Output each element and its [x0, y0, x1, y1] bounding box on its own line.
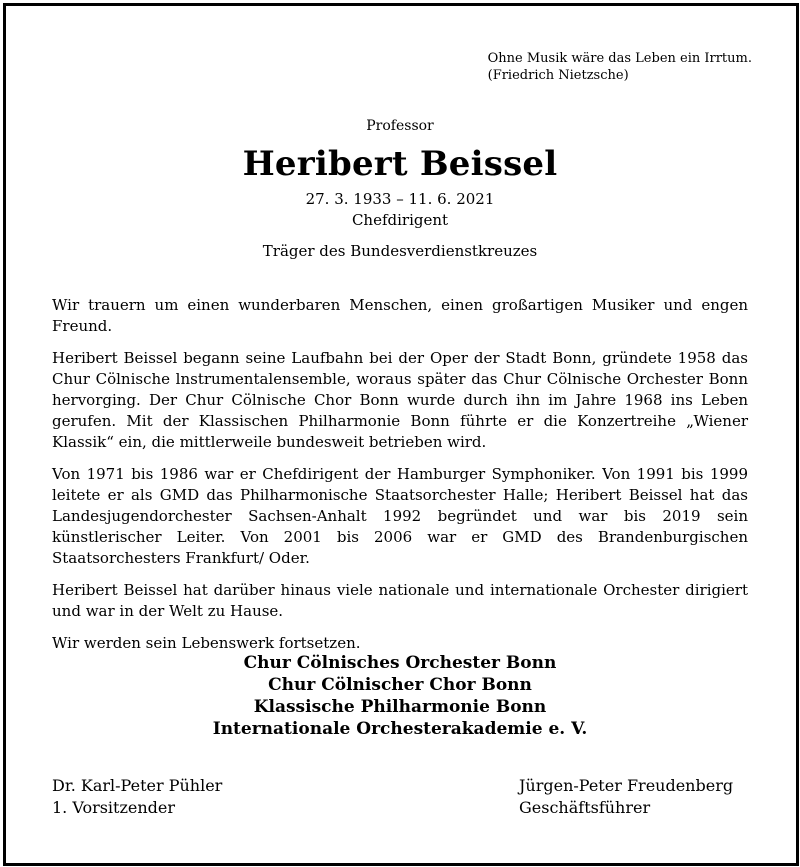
signatory-right [519, 775, 733, 819]
organization-name: Chur Cölnischer Chor Bonn [268, 675, 532, 695]
organization-name: Chur Cölnisches Orchester Bonn [243, 653, 557, 673]
honorific-prefix: Professor [366, 118, 434, 134]
mourning-organizations [0, 652, 800, 740]
epigraph-quote: Ohne Musik wäre das Leben ein Irrtum. [487, 51, 752, 66]
deceased-honor: Träger des Bundesverdienstkreuzes [262, 242, 538, 260]
paragraph: Von 1971 bis 1986 war er Chefdirigent der Hamburger Symphoniker. Von 1991 bis 1999 leitete er als GMD das Philharmonische Staatsorchester Halle; Heribert Beissel hat das Landesjugendorchester Sachsen-Anhalt 1992 begründet und war bis 2019 sein künstlerischer Leiter. Von 2001 bis 2006 war er GMD des Brandenburgischen Staatsorchesters Frankfurt/ Oder. [52, 465, 748, 567]
organization-name: Internationale Orchesterakademie e. V. [212, 719, 588, 739]
signatory-name: Jürgen-Peter Freudenberg [519, 776, 734, 795]
paragraph: Heribert Beissel hat darüber hinaus viele nationale und internationale Orchester dirigiert und war in der Welt zu Hause. [52, 581, 748, 620]
epigraph-author: (Friedrich Nietzsche) [487, 68, 629, 83]
paragraph: Heribert Beissel begann seine Laufbahn bei der Oper der Stadt Bonn, gründete 1958 das Chur Cölnische lnstrumentalensemble, woraus später das Chur Cölnische Orchester Bonn hervorging. Der Chur Cölnische Chor Bonn wurde durch ihn im Jahre 1968 ins Leben gerufen. Mit der Klassischen Philharmonie Bonn führte er die Konzertreihe „Wiener Klassik“ ein, die mittlerweile bundesweit betrieben wird. [52, 349, 748, 451]
life-dates: 27. 3. 1933 – 11. 6. 2021 [305, 190, 495, 208]
signatory-title: Geschäftsführer [519, 798, 651, 817]
signatory-title: 1. Vorsitzender [52, 798, 176, 817]
signatory-left [52, 775, 222, 819]
epigraph [488, 50, 752, 84]
deceased-name: Heribert Beissel [242, 144, 558, 184]
organization-name: Klassische Philharmonie Bonn [253, 697, 547, 717]
signatory-name: Dr. Karl-Peter Pühler [52, 776, 223, 795]
paragraph: Wir werden sein Lebenswerk fortsetzen. [52, 634, 361, 652]
deceased-role: Chefdirigent [351, 211, 449, 229]
paragraph: Wir trauern um einen wunderbaren Menschen, einen großartigen Musiker und engen Freund. [52, 296, 748, 335]
obituary-text [52, 295, 748, 665]
